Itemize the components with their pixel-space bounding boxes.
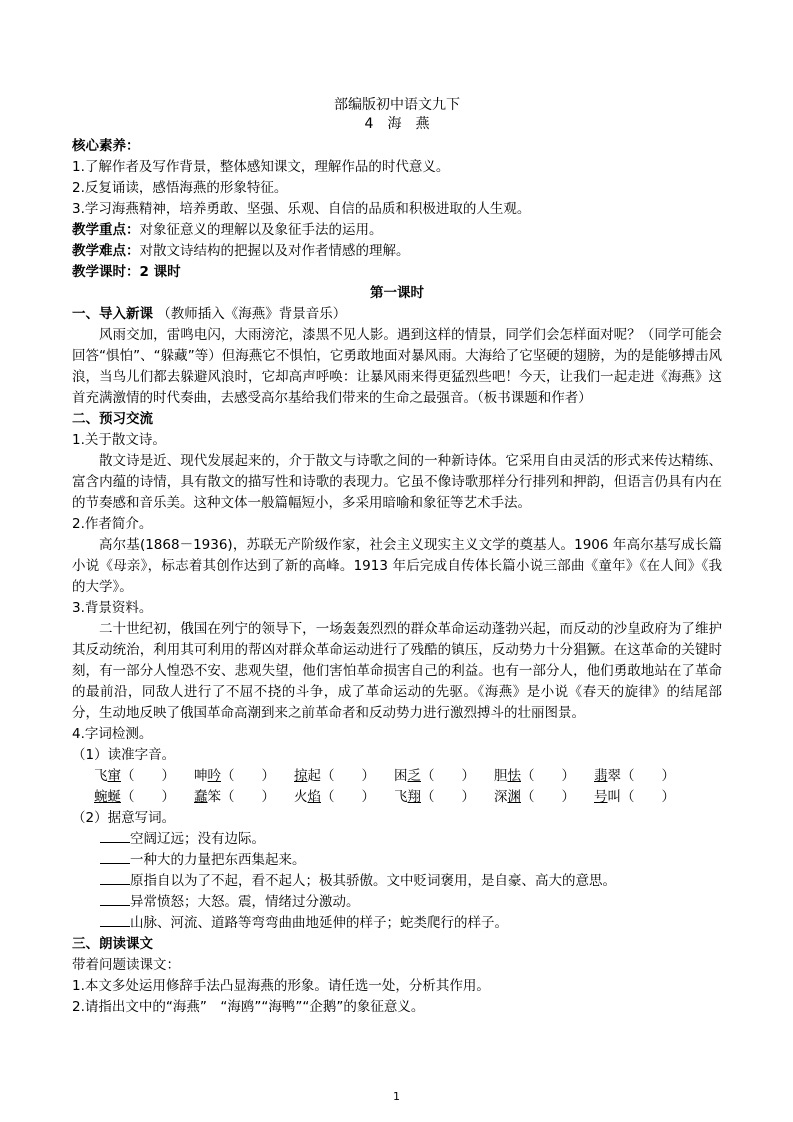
section-1-note: （教师插入《海燕》背景音乐） xyxy=(157,306,347,322)
section-2-heading: 二、预习交流 xyxy=(72,411,153,427)
prose-poem-paragraph: 散文诗是近、现代发展起来的，介于散文与诗歌之间的一种新诗体。它采用自由灵活的形式来传达精练、富含内蕴的诗情，具有散文的描写性和诗歌的表现力。它虽不像诗歌那样分行排列和押韵，但语言仍具有内在的节奏感和音乐美。这种文体一般篇幅短小，多采用暗喻和象征等艺术手法。 xyxy=(72,453,722,511)
definition-item: 异常愤怒；大怒。震，情绪过分激动。 xyxy=(72,892,722,913)
word-item: 飞翔（ ） xyxy=(394,789,475,805)
answer-blank[interactable] xyxy=(100,892,130,906)
question-2: （2）据意写词。 xyxy=(72,810,176,826)
answer-blank[interactable] xyxy=(100,850,130,864)
word-item: 胆怯（ ） xyxy=(494,768,575,784)
intro-paragraph: 风雨交加，雷鸣电闪，大雨滂沱，漆黑不见人影。遇到这样的情景，同学们会怎样面对呢？（同学可能会回答“惧怕”、“躲藏”等）但海燕它不惧怕，它勇敢地面对暴风雨。大海给了它坚硬的翅膀，为的是能够搏击风浪，当鸟儿们都去躲避风浪时，它却高声呼唤：让暴风雨来得更猛烈些吧！今天，让我们一起走进《海燕》这首充满激情的时代奏曲，去感受高尔基给我们带来的生命之最强音。（板书课题和作者） xyxy=(72,327,722,406)
subheading: 3.背景资料。 xyxy=(72,600,153,616)
difficult-label: 教学难点： xyxy=(72,243,140,259)
definition-item: 山脉、河流、道路等弯弯曲曲地延伸的样子；蛇类爬行的样子。 xyxy=(72,913,722,934)
section-1-heading xyxy=(72,304,722,325)
difficult-point xyxy=(72,241,722,262)
class-hours: 教学课时：2 课时 xyxy=(72,264,181,280)
core-item: 1.了解作者及写作背景，整体感知课文，理解作品的时代意义。 xyxy=(72,159,450,175)
word-item: 呻吟（ ） xyxy=(194,768,275,784)
answer-blank[interactable] xyxy=(100,913,130,927)
key-text: 对象征意义的理解以及象征手法的运用。 xyxy=(139,222,383,238)
reading-question: 1.本文多处运用修辞手法凸显海燕的形象。请任选一处，分析其作用。 xyxy=(72,978,490,994)
subheading: 4.字词检测。 xyxy=(72,726,153,742)
answer-blank[interactable] xyxy=(100,829,130,843)
reading-intro: 带着问题读课文： xyxy=(72,957,180,973)
section-1-title: 一、导入新课 xyxy=(72,306,153,322)
core-item: 2.反复诵读，感悟海燕的形象特征。 xyxy=(72,180,288,196)
pronunciation-row-1 xyxy=(94,766,722,787)
reading-question: 2.请指出文中的“海燕” “海鸥”“海鸭”“企鹅”的象征意义。 xyxy=(72,999,425,1015)
lesson-title: 4 海 燕 xyxy=(364,116,430,132)
subheading: 1.关于散文诗。 xyxy=(72,432,166,448)
word-item: 深渊（ ） xyxy=(494,789,575,805)
word-item: 火焰（ ） xyxy=(294,789,375,805)
question-1: （1）读准字音。 xyxy=(72,747,176,763)
word-item: 翡翠（ ） xyxy=(594,768,675,784)
word-item: 掠起（ ） xyxy=(294,768,375,784)
doc-title: 部编版初中语文九下 xyxy=(334,97,460,113)
background-paragraph: 二十世纪初，俄国在列宁的领导下，一场轰轰烈烈的群众革命运动蓬勃兴起，而反动的沙皇政府为了维护其反动统治，利用其可利用的帮凶对群众革命运动进行了残酷的镇压，反动势力十分猖獗。在这革命的关键时刻，有一部分人惶恐不安、悲观失望，他们害怕革命损害自己的利益。也有一部分人，他们勇敢地站在了革命的最前沿，同敌人进行了不屈不挠的斗争，成了革命运动的先驱。《海燕》是小说《春天的旋律》的结尾部分，生动地反映了俄国革命高潮到来之前革命者和反动势力进行激烈搏斗的壮丽图景。 xyxy=(72,621,722,721)
difficult-text: 对散文诗结构的把握以及对作者情感的理解。 xyxy=(139,243,410,259)
word-item: 飞窜（ ） xyxy=(94,768,175,784)
definition-item: 原指自以为了不起，看不起人；极其骄傲。文中贬词褒用，是自豪、高大的意思。 xyxy=(72,871,722,892)
subheading: 2.作者简介。 xyxy=(72,516,153,532)
word-item: 蜿蜒（ ） xyxy=(94,789,175,805)
page-number: 1 xyxy=(393,1090,400,1103)
word-item: 号叫（ ） xyxy=(594,789,675,805)
first-class-heading: 第一课时 xyxy=(370,285,424,301)
section-3-heading: 三、朗读课文 xyxy=(72,936,153,952)
definition-item: 一种大的力量把东西集起来。 xyxy=(72,850,722,871)
key-point xyxy=(72,220,722,241)
answer-blank[interactable] xyxy=(100,871,130,885)
core-item: 3.学习海燕精神，培养勇敢、坚强、乐观、自信的品质和积极进取的人生观。 xyxy=(72,201,531,217)
author-paragraph: 高尔基(1868－1936)，苏联无产阶级作家，社会主义现实主义文学的奠基人。1906 年高尔基写成长篇小说《母亲》，标志着其创作达到了新的高峰。1913 年后完成自传体长篇小说三部曲《童年》《在人间》《我的大学》。 xyxy=(72,537,722,595)
document-page xyxy=(72,96,722,1018)
pronunciation-row-2 xyxy=(94,787,722,808)
core-heading: 核心素养： xyxy=(72,138,140,154)
word-item: 蠢笨（ ） xyxy=(194,789,275,805)
key-label: 教学重点： xyxy=(72,222,140,238)
word-item: 困乏（ ） xyxy=(394,768,475,784)
definition-item: 空阔辽远；没有边际。 xyxy=(72,829,722,850)
